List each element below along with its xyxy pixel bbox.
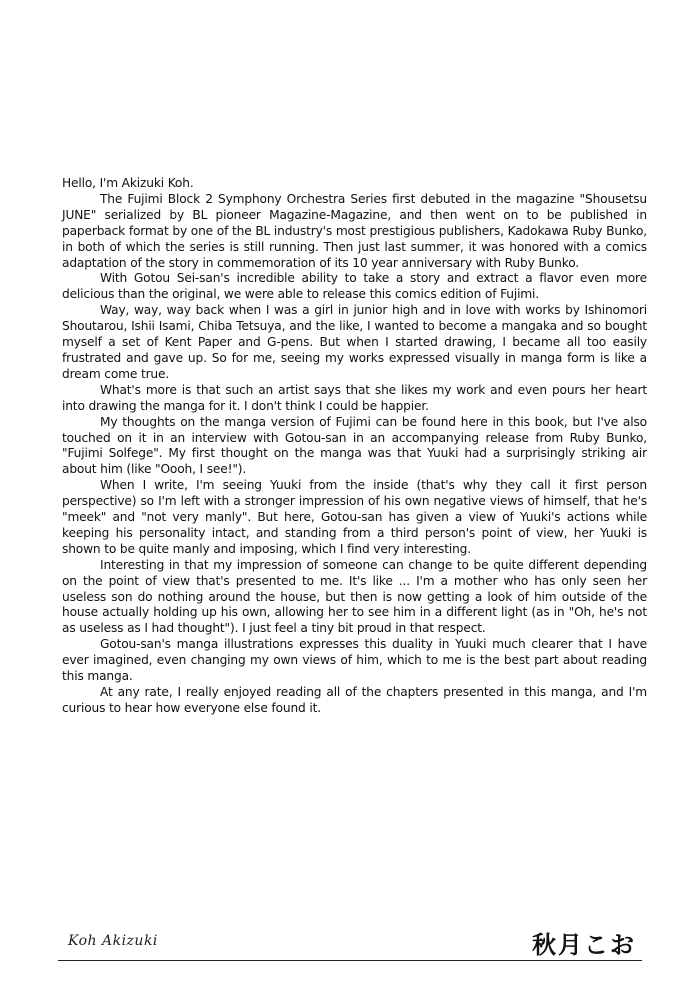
signature-rule: [58, 960, 642, 961]
paragraph-series-history: The Fujimi Block 2 Symphony Orchestra Series first debuted in the magazine "Shousetsu JUNE" serialized by BL pioneer Magazine-Magazine, and then went on to be published in paperback format by one of the BL industry's most prestigious publishers, Kadokawa Ruby Bunko, in both of which the series is still running. Then just last summer, it was honored with a comics adaptation of the story in commemoration of its 10 year anniversary with Ruby Bunko.: [62, 191, 647, 270]
afterword-text: [62, 176, 647, 717]
paragraph-artist-praise: What's more is that such an artist says that she likes my work and even pours her heart into drawing the manga for it. I don't think I could be happier.: [62, 382, 647, 413]
paragraph-mangaka-dream: Way, way, way back when I was a girl in junior high and in love with works by Ishinomori Shoutarou, Ishii Isami, Chiba Tetsuya, and the like, I wanted to become a mangaka and so bought myself a set of Kent Paper and G-pens. But when I started drawing, I became all too easily frustrated and gave up. So for me, seeing my works expressed visually in manga form is like a dream come true.: [62, 303, 647, 381]
author-signature: [58, 925, 642, 961]
paragraph-duality: Gotou-san's manga illustrations expresses this duality in Yuuki much clearer that I have ever imagined, even changing my own views of him, which to me is the best part about reading this manga.: [62, 637, 647, 684]
paragraph-impression: Interesting in that my impression of someone can change to be quite different depending on the point of view that's presented to me. It's like ... I'm a mother who has only seen her useless son do nothing around the house, but then is now getting a look of him outside of the house actually holding up his own, allowing her to see him in a different light (as in "Oh, he's not as useless as I had thought"). I just feel a tiny bit proud in that respect.: [62, 557, 647, 636]
paragraph-greeting: Hello, I'm Akizuki Koh.: [62, 176, 194, 190]
paragraph-comics-edition: With Gotou Sei-san's incredible ability to take a story and extract a flavor even more delicious than the original, we were able to release this comics edition of Fujimi.: [62, 271, 647, 302]
signature-kanji: 秋月こお: [532, 931, 636, 959]
paragraph-closing: At any rate, I really enjoyed reading all of the chapters presented in this manga, and I'm curious to hear how everyone else found it.: [62, 685, 647, 715]
paragraph-perspective: When I write, I'm seeing Yuuki from the inside (that's why they call it first person perspective) so I'm left with a stronger impression of his own negative views of himself, that he's "meek" and "not very manly". But here, Gotou-san has given a view of Yuuki's actions while keeping his personality intact, and standing from a third person's point of view, her Yuuki is shown to be quite manly and imposing, which I find very interesting.: [62, 478, 647, 556]
paragraph-manga-thoughts: My thoughts on the manga version of Fujimi can be found here in this book, but I've also touched on it in an interview with Gotou-san in an accompanying release from Ruby Bunko, "Fujimi Solfege". My first thought on the manga was that Yuuki had a surprisingly striking air about him (like "Oooh, I see!").: [62, 414, 647, 477]
signature-latin: Koh Akizuki: [68, 933, 158, 949]
